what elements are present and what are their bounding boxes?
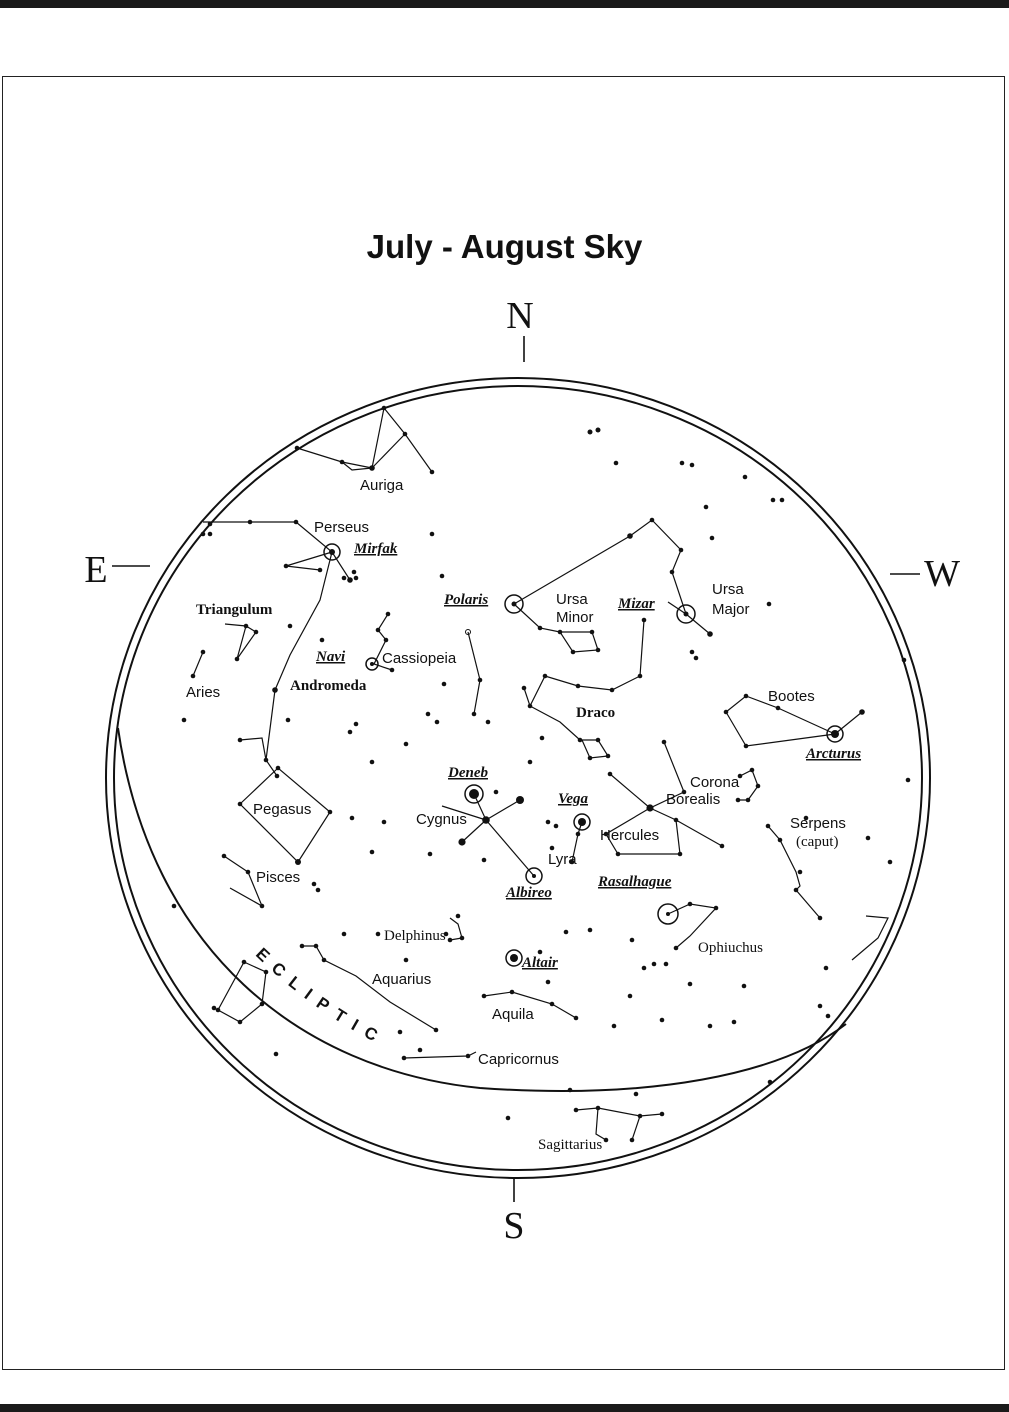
label-auriga: Auriga [360, 477, 404, 494]
east-label: E [84, 549, 108, 591]
ecliptic-label-path: ECLIPTIC [252, 944, 390, 1050]
label-delphinus: Delphinus [384, 928, 446, 944]
star-label-vega: Vega [558, 791, 588, 807]
label-draco: Draco [576, 705, 616, 721]
label-andromeda: Andromeda [290, 678, 367, 694]
label-hercules: Hercules [600, 827, 660, 844]
label-bootes: Bootes [768, 688, 815, 705]
star-label-rasalhague: Rasalhague [598, 874, 672, 890]
star-label-altair: Altair [522, 955, 558, 971]
label-ursa-major-2: Major [712, 601, 750, 618]
label-lyra: Lyra [548, 851, 577, 868]
star-label-polaris: Polaris [444, 592, 489, 608]
label-ursa-major-1: Ursa [712, 581, 744, 598]
label-ophiuchus: Ophiuchus [698, 940, 763, 956]
label-corona-2: Borealis [666, 791, 721, 808]
label-triangulum: Triangulum [196, 602, 273, 618]
label-ursa-minor-2: Minor [556, 609, 594, 626]
star-label-deneb: Deneb [448, 765, 488, 781]
map-title: July - August Sky [366, 228, 643, 265]
ecliptic-label [252, 944, 389, 1050]
label-pegasus: Pegasus [253, 801, 312, 818]
label-aquarius: Aquarius [372, 971, 432, 988]
north-label: N [506, 295, 534, 337]
constellation-lines [193, 408, 888, 1140]
star-label-albireo: Albireo [506, 885, 552, 901]
star-label-mirfak: Mirfak [354, 541, 398, 557]
star-label-navi: Navi [316, 649, 346, 665]
label-capricornus: Capricornus [478, 1051, 559, 1068]
label-corona-1: Corona [690, 774, 740, 791]
star-label-arcturus: Arcturus [806, 746, 862, 762]
label-sagittarius: Sagittarius [538, 1137, 603, 1153]
south-label: S [503, 1205, 525, 1247]
west-label: W [924, 553, 960, 595]
label-aries: Aries [186, 684, 221, 701]
bottom-rule [0, 1404, 1009, 1412]
label-serpens-2: (caput) [796, 834, 839, 850]
label-perseus: Perseus [314, 519, 370, 536]
label-cassiopeia: Cassiopeia [382, 650, 457, 667]
label-aquila: Aquila [492, 1006, 534, 1023]
label-pisces: Pisces [256, 869, 301, 886]
star-label-mizar: Mizar [618, 596, 655, 612]
star-field [172, 406, 911, 1143]
label-ursa-minor-1: Ursa [556, 591, 588, 608]
cardinal-ticks [112, 336, 920, 1202]
label-serpens-1: Serpens [790, 815, 846, 832]
label-cygnus: Cygnus [416, 811, 467, 828]
